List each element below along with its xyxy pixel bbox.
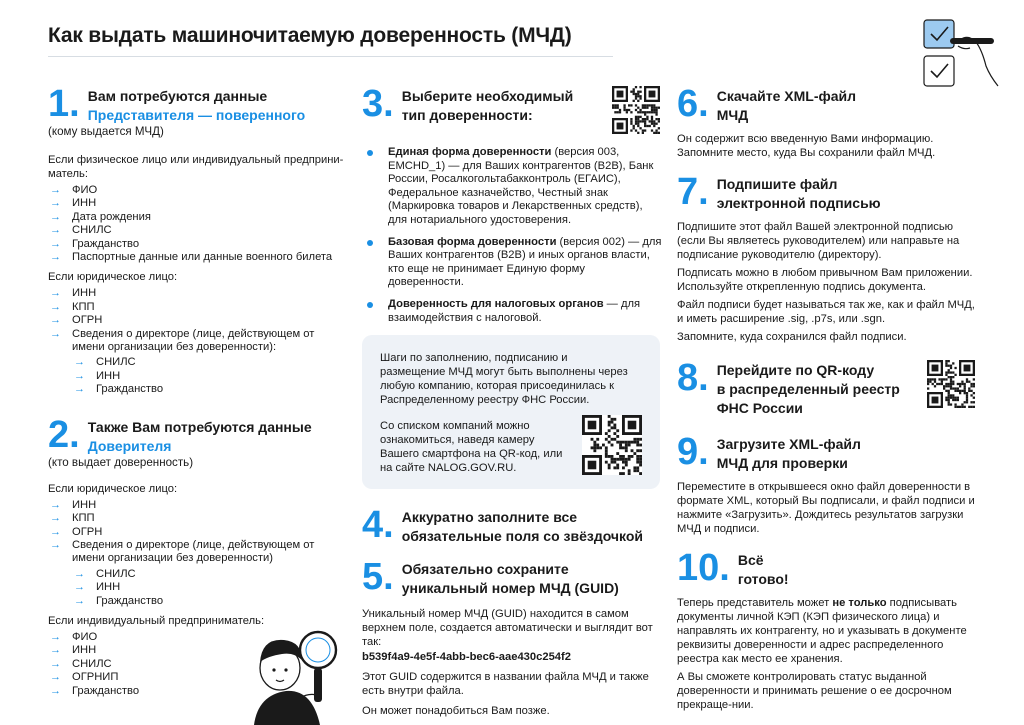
step-9-header: [677, 431, 977, 473]
step-title: обязательные поля со звёздочкой: [401, 528, 644, 545]
step-number: 4.: [362, 504, 394, 547]
list-item: → Паспортные данные или данные военного билета: [48, 251, 344, 264]
list-item: → ИНН: [48, 644, 344, 657]
list-item: → СНИЛС: [72, 356, 344, 369]
step-title: электронной подписью: [716, 195, 881, 211]
column-right: [677, 83, 977, 712]
paragraph: Если юридическое лицо:: [48, 482, 178, 495]
qr-code-icon[interactable]: [582, 415, 642, 475]
step-subtitle: (кто выдает доверенность): [48, 455, 194, 469]
paragraph: Он может понадобиться Вам позже.: [362, 705, 550, 718]
item-text: (версия 003, EMCHD_1) — для Ваших контрагентов (B2B), Банк России, Росалкогольтабакконтроль (ЕГАИС), Федеральное казначейство, Честный знак (Маркировка товаров и Лекарственных средств), для нотариального удостоверения.: [388, 146, 654, 226]
text-run: подписывать документы личной КЭП (КЭП физического лица) и направлять их контрагенту, но и указывать в документе реквизиты доверенности и адрес распределенного реестра как место ее хранения.: [677, 597, 967, 665]
step-title: МЧД: [716, 107, 749, 123]
list-item: → ОГРНИП: [48, 671, 344, 684]
step-5-header: [362, 556, 662, 599]
step-10-header: [677, 547, 977, 589]
list-item: → ОГРН: [48, 314, 344, 327]
list-item: → ИНН: [72, 581, 344, 594]
list-item: → КПП: [48, 301, 344, 314]
paragraph: Он содержит всю введенную Вами информацию. Запомните место, куда Вы сохранили файл МЧД.: [677, 133, 936, 159]
text-run: Теперь представитель может: [677, 597, 833, 609]
list-item: [362, 236, 662, 290]
info-paragraph: Со списком компаний можно ознакомиться, наведя камеру Вашего смартфона на QR-код, или на сайте NALOG.GOV.RU.: [380, 420, 563, 475]
paragraph: Уникальный номер МЧД (GUID) находится в самом верхнем поле, создается автоматически и выглядит вот так:: [362, 608, 653, 649]
paragraph: Файл подписи будет называться так же, как и файл МЧД, и иметь расширение .sig, .p7s, или .sgn.: [677, 299, 975, 325]
legal-list: [48, 287, 344, 354]
list-item: → ИНН: [48, 287, 344, 300]
list-item: → Гражданство: [48, 685, 344, 698]
list-item: → КПП: [48, 512, 344, 525]
title-divider: [48, 56, 613, 57]
step-title: ФНС России: [716, 400, 803, 416]
paragraph: Запомните, куда сохранился файл подписи.: [677, 331, 907, 343]
step-2-header: [48, 413, 344, 456]
list-item: → Сведения о директоре (лице, действующем от имени организации без доверенности):: [48, 328, 344, 355]
legal-sub-list: [72, 356, 344, 396]
step-title: Вам потребуются данные: [87, 88, 268, 104]
list-item: → ИНН: [48, 499, 344, 512]
step-title: в распределенный реестр: [716, 381, 900, 397]
step-title: Подпишите файл: [716, 176, 838, 192]
step-3-header: [362, 83, 662, 138]
guid-value: b539f4a9-4e5f-4abb-bec6-aae430c254f2: [362, 651, 571, 664]
step-title-accent: Доверителя: [87, 437, 172, 454]
info-paragraph: Шаги по заполнению, подписанию и размещение МЧД могут быть выполнены через любую компанию, которая присоединилась к Распределенному реестру ФНС России.: [380, 352, 628, 407]
step-number: 9.: [677, 431, 709, 473]
step-8-header: [677, 357, 977, 422]
step-title: Скачайте XML-файл: [716, 88, 857, 104]
step-number: 6.: [677, 83, 709, 125]
legal-sub-list-2: [72, 568, 344, 608]
step-title: Аккуратно заполните все: [401, 509, 578, 526]
list-item: → СНИЛС: [72, 568, 344, 581]
step-number: 3.: [362, 83, 394, 125]
step-title: Загрузите XML-файл: [716, 436, 861, 452]
step-title: Всё: [737, 552, 764, 568]
column-left: [48, 83, 344, 698]
column-middle: [362, 83, 662, 718]
step-title: МЧД для проверки: [716, 455, 848, 471]
step-number: 2.: [48, 413, 80, 456]
list-item: → ИНН: [72, 370, 344, 383]
step-title: Выберите необходимый: [401, 88, 574, 104]
step-title: Также Вам потребуются данные: [87, 418, 312, 435]
paragraph: Переместите в открывшееся окно файл доверенности в формате XML, который Вы подписали, и файл подписи и нажмите «Загрузить». Дождитесь результатов загрузки МЧД и подписи.: [677, 481, 975, 535]
step-number: 7.: [677, 171, 709, 213]
step-title: Обязательно сохраните: [401, 561, 569, 578]
paragraph: Этот GUID содержится в названии файла МЧД и также есть внутри файла.: [362, 671, 649, 698]
paragraph: [677, 596, 977, 666]
qr-code-icon[interactable]: [612, 86, 660, 134]
step-title: тип доверенности:: [401, 107, 533, 123]
item-text: (версия 002) — для Ваших контрагентов (B2B) и иных органов власти, кто еще не принимает Единую форму доверенности.: [388, 235, 662, 289]
list-item: → ИНН: [48, 197, 344, 210]
list-item: → СНИЛС: [48, 658, 344, 671]
paragraph: Подписать можно в любом привычном Вам приложении. Используйте открепленную подпись документа.: [677, 267, 973, 293]
step-subtitle: (кому выдается МЧД): [48, 125, 164, 138]
paragraph: Если индивидуальный предприниматель:: [48, 614, 265, 627]
list-item: → Гражданство: [48, 238, 344, 251]
list-item: → Дата рождения: [48, 211, 344, 224]
text-bold: не только: [832, 597, 887, 609]
step-title: уникальный номер МЧД (GUID): [401, 580, 619, 597]
list-item: → ФИО: [48, 184, 344, 197]
qr-code-icon[interactable]: [927, 360, 975, 408]
step-4-header: [362, 504, 662, 547]
page-title: Как выдать машиночитаемую доверенность (МЧД): [48, 24, 572, 47]
step-number: 5.: [362, 556, 394, 599]
step-number: 8.: [677, 357, 709, 399]
step-7-header: [677, 171, 977, 213]
paragraph: Если физическое лицо или индивидуальный предприни-матель:: [48, 154, 344, 180]
item-bold: Базовая форма доверенности: [388, 235, 557, 248]
list-item: → Сведения о директоре (лице, действующем от имени организации без доверенности): [48, 539, 344, 566]
paragraph: Подпишите этот файл Вашей электронной подписью (если Вы являетесь руководителем) или направьте на подписание руководителю (директору).: [677, 221, 960, 261]
step-6-header: [677, 83, 977, 125]
list-item: [362, 146, 662, 228]
magnifier-person-illustration: [236, 620, 346, 725]
phys-list: [48, 184, 344, 264]
list-item: → ФИО: [48, 631, 344, 644]
paragraph: А Вы сможете контролировать статус выданной доверенности и принимать решение о ее досрочном прекраще-нии.: [677, 671, 952, 711]
step-number: 1.: [48, 83, 80, 125]
item-text: — для взаимодействия с налоговой.: [388, 297, 641, 324]
list-item: → Гражданство: [72, 595, 344, 608]
list-item: [362, 298, 662, 325]
list-item: → Гражданство: [72, 383, 344, 396]
list-item: → ОГРН: [48, 526, 344, 539]
step-1-header: [48, 83, 344, 125]
legal-list-2: [48, 499, 344, 566]
list-item: → СНИЛС: [48, 224, 344, 237]
item-bold: Доверенность для налоговых органов: [388, 297, 604, 310]
step-title: готово!: [737, 571, 789, 587]
paragraph: Если юридическое лицо:: [48, 271, 178, 284]
info-box: [362, 335, 660, 489]
step-title: Перейдите по QR-коду: [716, 362, 875, 378]
step-title-accent: Представителя — поверенного: [87, 107, 306, 123]
item-bold: Единая форма доверенности: [388, 146, 552, 158]
step-number: 10.: [677, 547, 730, 589]
doc-type-list: [362, 146, 662, 325]
